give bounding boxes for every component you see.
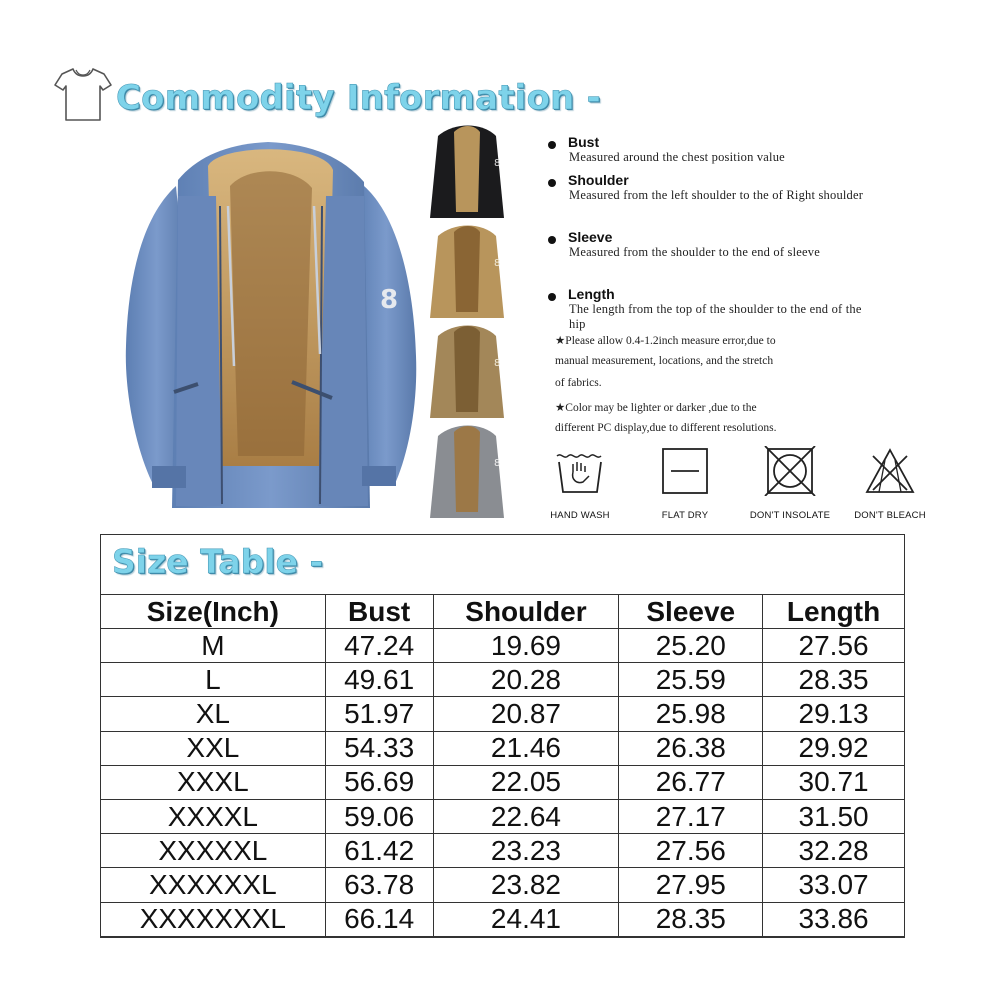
care-hand-wash	[535, 446, 625, 521]
svg-text:8: 8	[494, 158, 501, 169]
variant-black-image	[424, 122, 510, 220]
cell-size: M	[101, 629, 326, 663]
cell-length: 27.56	[763, 629, 905, 663]
cell-sleeve: 25.20	[619, 629, 763, 663]
cell-length: 28.35	[763, 663, 905, 697]
header-shoulder: Shoulder	[433, 595, 619, 629]
spec-name: Sleeve	[568, 229, 613, 245]
care-dont-bleach	[845, 446, 935, 521]
table-row	[101, 834, 905, 868]
cell-shoulder: 19.69	[433, 629, 619, 663]
note-line: of fabrics.	[555, 377, 602, 389]
spec-name: Bust	[568, 134, 600, 150]
hand-wash-icon	[553, 446, 607, 496]
cell-size: XXXXXXXL	[101, 902, 326, 936]
care-label: HAND WASH	[550, 510, 610, 521]
care-label: DON'T INSOLATE	[749, 510, 831, 521]
cell-size: L	[101, 663, 326, 697]
cell-length: 29.92	[763, 731, 905, 765]
cell-length: 31.50	[763, 799, 905, 833]
bullet-icon	[548, 236, 556, 244]
main-jacket-image	[118, 136, 420, 510]
dont-bleach-icon	[863, 446, 917, 496]
commodity-title: Commodity Information -	[116, 78, 601, 118]
table-row	[101, 765, 905, 799]
cell-bust: 63.78	[325, 868, 433, 902]
bullet-icon	[548, 293, 556, 301]
cell-sleeve: 28.35	[619, 902, 763, 936]
cell-length: 29.13	[763, 697, 905, 731]
cell-sleeve: 25.59	[619, 663, 763, 697]
svg-text:8: 8	[494, 358, 501, 369]
header-length: Length	[763, 595, 905, 629]
header-bust: Bust	[325, 595, 433, 629]
table-row	[101, 868, 905, 902]
cell-shoulder: 22.64	[433, 799, 619, 833]
cell-size: XXXL	[101, 765, 326, 799]
note-line: different PC display,due to different resolutions.	[555, 422, 777, 434]
sleeve-patch-number: 8	[380, 285, 399, 315]
size-table	[100, 594, 905, 937]
table-row	[101, 731, 905, 765]
spec-name: Shoulder	[568, 172, 629, 188]
cell-bust: 49.61	[325, 663, 433, 697]
note-line: ★Color may be lighter or darker ,due to the	[555, 402, 757, 414]
cell-length: 30.71	[763, 765, 905, 799]
care-label: DON'T BLEACH	[854, 510, 926, 521]
note-line: ★Please allow 0.4-1.2inch measure error,due to	[555, 335, 776, 347]
cell-bust: 56.69	[325, 765, 433, 799]
cell-shoulder: 23.82	[433, 868, 619, 902]
spec-desc: The length from the top of the shoulder to the end of the hip	[569, 302, 862, 331]
cell-sleeve: 27.95	[619, 868, 763, 902]
cell-bust: 61.42	[325, 834, 433, 868]
care-dont-insolate	[745, 446, 835, 521]
spec-desc: Measured around the chest position value	[569, 150, 785, 164]
variant-khaki-image	[424, 222, 510, 320]
variant-brown-image	[424, 322, 510, 420]
table-row	[101, 697, 905, 731]
tshirt-icon	[52, 63, 114, 125]
cell-size: XXXXL	[101, 799, 326, 833]
cell-shoulder: 21.46	[433, 731, 619, 765]
size-table-title: Size Table -	[112, 542, 324, 581]
flat-dry-icon	[658, 446, 712, 496]
cell-bust: 66.14	[325, 902, 433, 936]
table-row	[101, 663, 905, 697]
cell-shoulder: 20.28	[433, 663, 619, 697]
care-label: FLAT DRY	[661, 510, 709, 521]
table-row	[101, 902, 905, 936]
care-flat-dry	[640, 446, 730, 521]
dont-tumble-dry-icon	[763, 446, 817, 496]
cell-length: 32.28	[763, 834, 905, 868]
cell-bust: 47.24	[325, 629, 433, 663]
svg-text:8: 8	[494, 458, 501, 469]
cell-sleeve: 26.77	[619, 765, 763, 799]
svg-text:8: 8	[494, 258, 501, 269]
header-size: Size(Inch)	[101, 595, 326, 629]
spec-name: Length	[568, 286, 615, 302]
header	[52, 62, 114, 126]
cell-shoulder: 20.87	[433, 697, 619, 731]
cell-shoulder: 24.41	[433, 902, 619, 936]
cell-size: XXL	[101, 731, 326, 765]
cell-bust: 51.97	[325, 697, 433, 731]
note-line: manual measurement, locations, and the stretch	[555, 355, 774, 367]
spec-desc: Measured from the shoulder to the end of sleeve	[569, 245, 820, 259]
cell-bust: 54.33	[325, 731, 433, 765]
header-sleeve: Sleeve	[619, 595, 763, 629]
cell-shoulder: 23.23	[433, 834, 619, 868]
variant-grey-image	[424, 422, 510, 520]
cell-size: XXXXXL	[101, 834, 326, 868]
cell-length: 33.07	[763, 868, 905, 902]
bullet-icon	[548, 179, 556, 187]
cell-size: XXXXXXL	[101, 868, 326, 902]
bullet-icon	[548, 141, 556, 149]
cell-sleeve: 27.17	[619, 799, 763, 833]
cell-sleeve: 25.98	[619, 697, 763, 731]
cell-sleeve: 26.38	[619, 731, 763, 765]
table-row	[101, 799, 905, 833]
table-header-row	[101, 595, 905, 629]
cell-length: 33.86	[763, 902, 905, 936]
table-row	[101, 629, 905, 663]
cell-sleeve: 27.56	[619, 834, 763, 868]
cell-shoulder: 22.05	[433, 765, 619, 799]
cell-bust: 59.06	[325, 799, 433, 833]
cell-size: XL	[101, 697, 326, 731]
spec-desc: Measured from the left shoulder to the of Right shoulder	[569, 188, 864, 202]
